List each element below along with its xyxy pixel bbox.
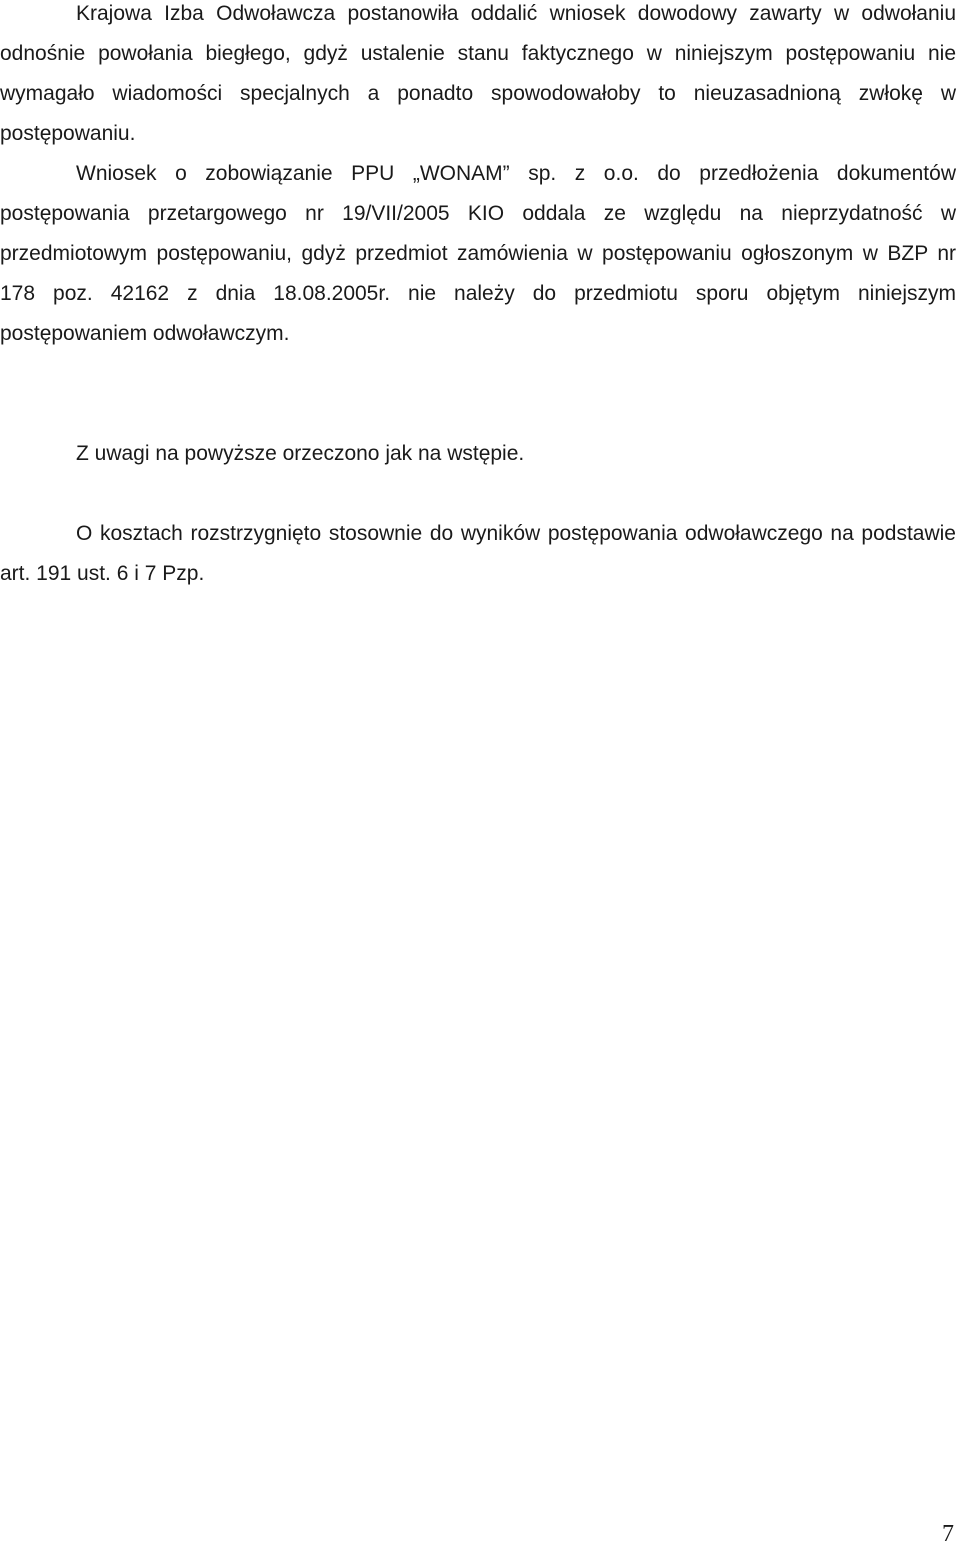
paragraph-costs: O kosztach rozstrzygnięto stosownie do wyników postępowania odwoławczego na podstawie art. 191 ust. 6 i 7 Pzp.: [0, 522, 956, 585]
document-body: [0, 0, 956, 594]
paragraph-evidence-motion: Krajowa Izba Odwoławcza postanowiła oddalić wniosek dowodowy zawarty w odwołaniu odnośnie powołania biegłego, gdyż ustalenie stanu faktycznego w niniejszym postępowaniu nie wymagało wiadomości specjalnych a ponadto spowodowałoby to nieuzasadnioną zwłokę w postępowaniu.: [0, 2, 956, 145]
paragraph-wonam-motion: Wniosek o zobowiązanie PPU „WONAM” sp. z o.o. do przedłożenia dokumentów postępowania przetargowego nr 19/VII/2005 KIO oddala ze względu na nieprzydatność w przedmiotowym postępowaniu, gdyż przedmiot zamówienia w postępowaniu ogłoszonym w BZP nr 178 poz. 42162 z dnia 18.08.2005r. nie należy do przedmiotu sporu objętym niniejszym postępowaniem odwoławczym.: [0, 162, 956, 345]
paragraph-ruling: Z uwagi na powyższe orzeczono jak na wstępie.: [76, 442, 525, 465]
page-number: 7: [942, 1521, 954, 1547]
